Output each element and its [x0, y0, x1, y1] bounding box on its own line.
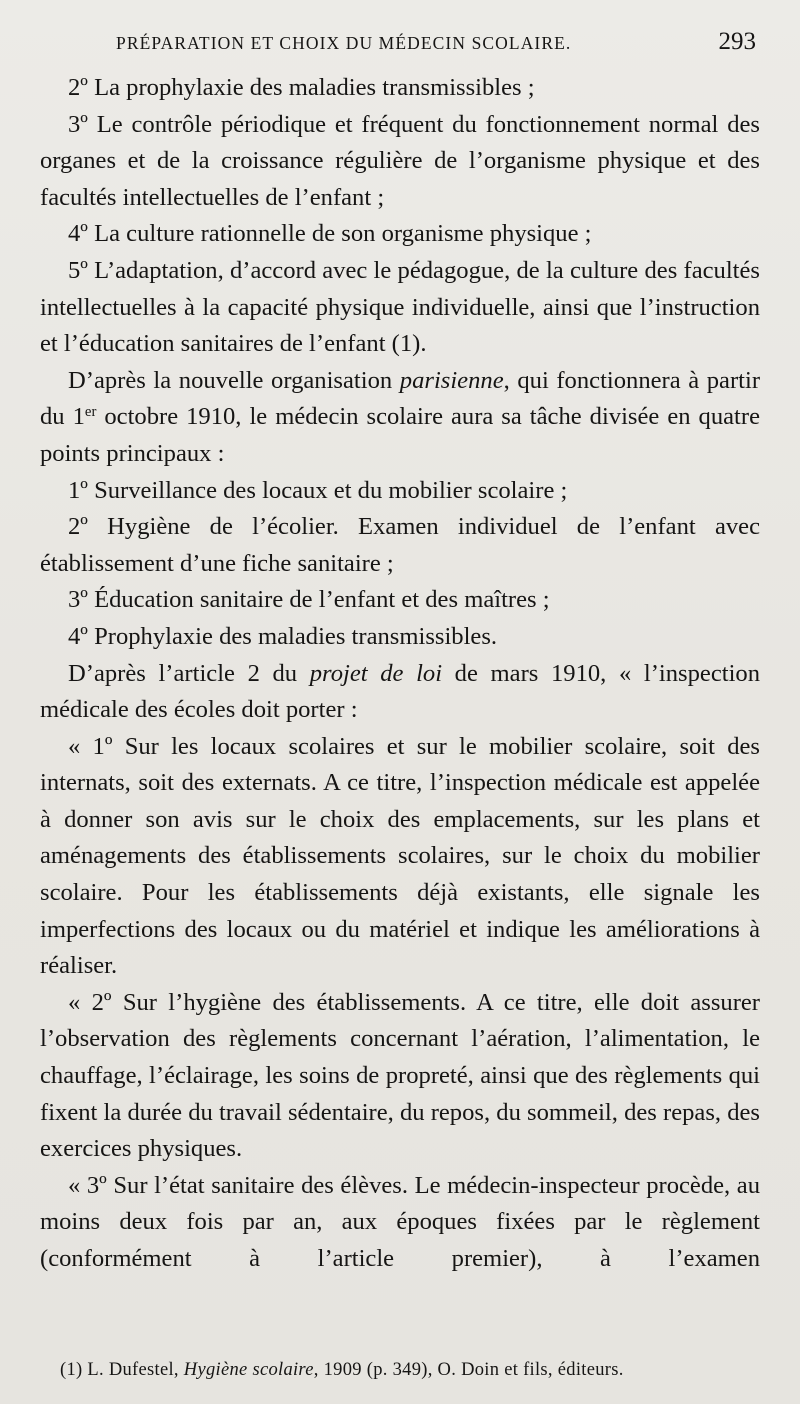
text-run: octobre 1910, le médecin scolaire aura sa tâche divisée en quatre points principaux : [40, 403, 761, 467]
page-header [40, 28, 760, 70]
italic-run: parisienne [399, 366, 504, 394]
paragraph-rational-culture: 4º La culture rationnelle de son organisme physique ; [68, 220, 592, 248]
text-run: de mars 1910, « l’inspection médicale des écoles doit porter : [40, 659, 760, 724]
paragraph-prophylaxis: 2º La prophylaxie des maladies transmissibles ; [68, 74, 535, 101]
footnote [60, 1360, 624, 1381]
paragraph-health-status: « 3º Sur l’état sanitaire des élèves. Le médecin-inspecteur procède, au moins deux fois par an, aux époques fixées par le règlement (conformément à l’article premier), à l’examen [40, 1171, 760, 1272]
body-text [40, 70, 760, 1278]
text-run: D’après la nouvelle organisation [68, 366, 400, 394]
list-item-prophylaxis: 4º Prophylaxie des maladies transmissibles. [68, 622, 498, 650]
list-item-hygiene: 2º Hygiène de l’écolier. Examen individuel de l’enfant avec établissement d’une fiche sanitaire ; [40, 513, 760, 577]
paragraph-bill-article [40, 656, 760, 729]
text-run: , 1909 (p. 349), O. Doin et fils, éditeurs. [313, 1360, 624, 1380]
paragraph-parisian-organisation [40, 363, 760, 473]
page-number: 293 [718, 28, 756, 55]
italic-run: Hygiène scolaire [183, 1360, 314, 1380]
list-item-education: 3º Éducation sanitaire de l’enfant et des maîtres ; [68, 586, 550, 614]
italic-run: projet de loi [309, 659, 443, 687]
running-head: PRÉPARATION ET CHOIX DU MÉDECIN SCOLAIRE. [116, 33, 572, 53]
text-run: (1) L. Dufestel, [60, 1360, 184, 1380]
superscript: er [84, 404, 97, 421]
paragraph-adaptation: 5º L’adaptation, d’accord avec le pédagogue, de la culture des facultés intellectuelles à la capacité physique individuelle, ainsi que l’instruction et l’éducation sanitaires de l’enfant (1). [40, 256, 760, 358]
paragraph-periodic-control: 3º Le contrôle périodique et fréquent du fonctionnement normal des organes et de la croissance régulière de l’organisme physique et des facultés intellectuelles de l’enfant ; [40, 110, 760, 211]
list-item-surveillance: 1º Surveillance des locaux et du mobilier scolaire ; [68, 476, 568, 504]
paragraph-school-premises: « 1º Sur les locaux scolaires et sur le mobilier scolaire, soit des internats, soit des externats. A ce titre, l’inspection médicale est appelée à donner son avis sur le choix des emplacements, sur les plans et aménagements des établissements scolaires, sur le choix du mobilier scolaire. Pour les établissements déjà existants, elle signale les imperfections des locaux ou du matériel et indique les améliorations à réaliser. [40, 732, 760, 980]
text-run: , qui fonctionnera à partir du 1 [40, 366, 761, 431]
text-run: D’après l’article 2 du [68, 659, 310, 687]
paragraph-school-hygiene: « 2º Sur l’hygiène des établissements. A ce titre, elle doit assurer l’observation des règlements concernant l’aération, l’alimentation, le chauffage, l’éclairage, les soins de propreté, ainsi que des règlements qui fixent la durée du travail sédentaire, du repos, du sommeil, des repas, des exercices physiques. [40, 988, 760, 1163]
